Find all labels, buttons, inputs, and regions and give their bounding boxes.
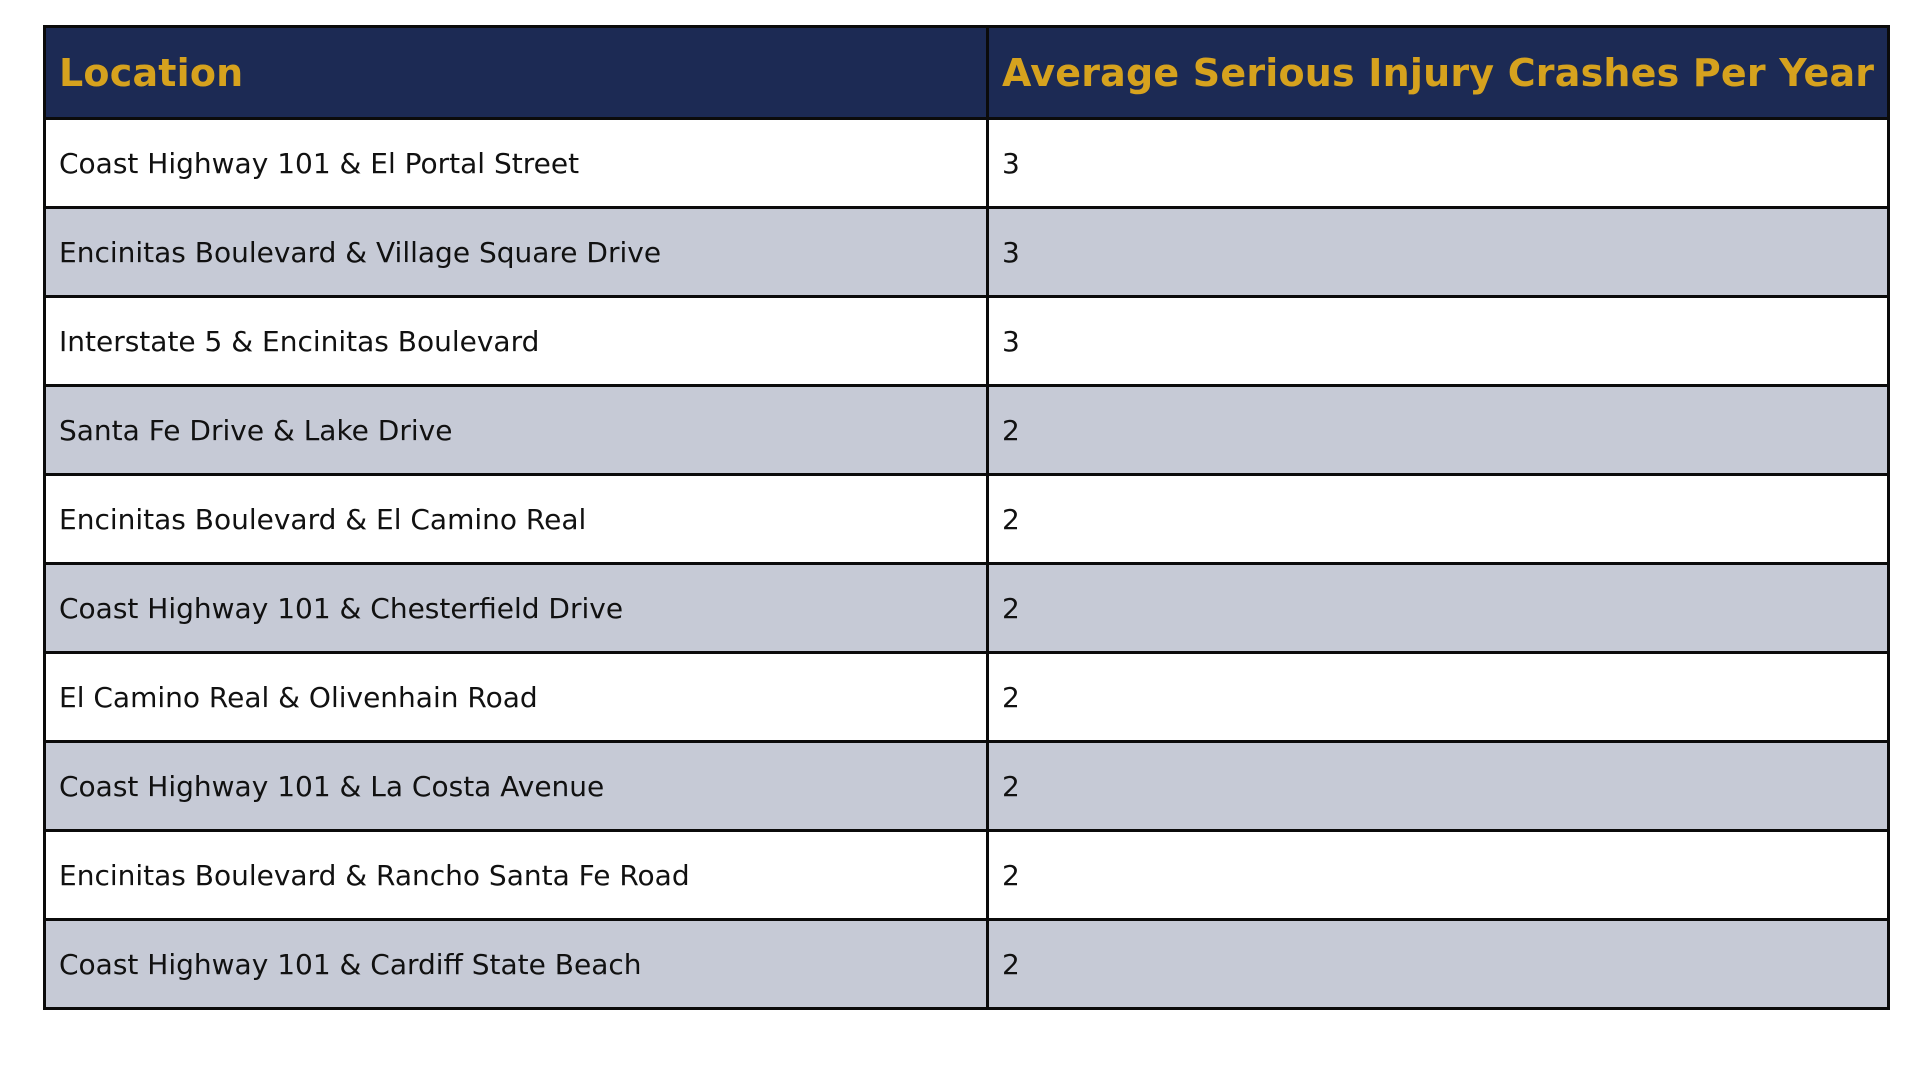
table-row bbox=[45, 475, 1889, 564]
table-row bbox=[45, 920, 1889, 1009]
table-header-row bbox=[45, 27, 1889, 119]
crash-count-cell: 3 bbox=[988, 119, 1889, 208]
location-cell: Encinitas Boulevard & Village Square Drive bbox=[45, 208, 988, 297]
table-row bbox=[45, 653, 1889, 742]
crash-count-cell: 2 bbox=[988, 831, 1889, 920]
table-row bbox=[45, 386, 1889, 475]
table-row bbox=[45, 119, 1889, 208]
table-row bbox=[45, 742, 1889, 831]
location-cell: Coast Highway 101 & Chesterfield Drive bbox=[45, 564, 988, 653]
crash-count-cell: 3 bbox=[988, 297, 1889, 386]
location-cell: Interstate 5 & Encinitas Boulevard bbox=[45, 297, 988, 386]
location-cell: El Camino Real & Olivenhain Road bbox=[45, 653, 988, 742]
location-cell: Encinitas Boulevard & El Camino Real bbox=[45, 475, 988, 564]
crash-count-cell: 2 bbox=[988, 653, 1889, 742]
location-cell: Santa Fe Drive & Lake Drive bbox=[45, 386, 988, 475]
crash-count-cell: 2 bbox=[988, 920, 1889, 1009]
table-row bbox=[45, 297, 1889, 386]
crash-count-cell: 2 bbox=[988, 386, 1889, 475]
location-cell: Coast Highway 101 & Cardiff State Beach bbox=[45, 920, 988, 1009]
location-cell: Coast Highway 101 & El Portal Street bbox=[45, 119, 988, 208]
location-cell: Coast Highway 101 & La Costa Avenue bbox=[45, 742, 988, 831]
column-header-location: Location bbox=[45, 27, 988, 119]
crash-data-table bbox=[43, 25, 1890, 1010]
crash-count-cell: 2 bbox=[988, 742, 1889, 831]
table-row bbox=[45, 831, 1889, 920]
table-body bbox=[45, 119, 1889, 1009]
crash-count-cell: 2 bbox=[988, 475, 1889, 564]
column-header-avg-crashes: Average Serious Injury Crashes Per Year bbox=[988, 27, 1889, 119]
location-cell: Encinitas Boulevard & Rancho Santa Fe Road bbox=[45, 831, 988, 920]
table-row bbox=[45, 208, 1889, 297]
crash-count-cell: 3 bbox=[988, 208, 1889, 297]
table-row bbox=[45, 564, 1889, 653]
crash-count-cell: 2 bbox=[988, 564, 1889, 653]
